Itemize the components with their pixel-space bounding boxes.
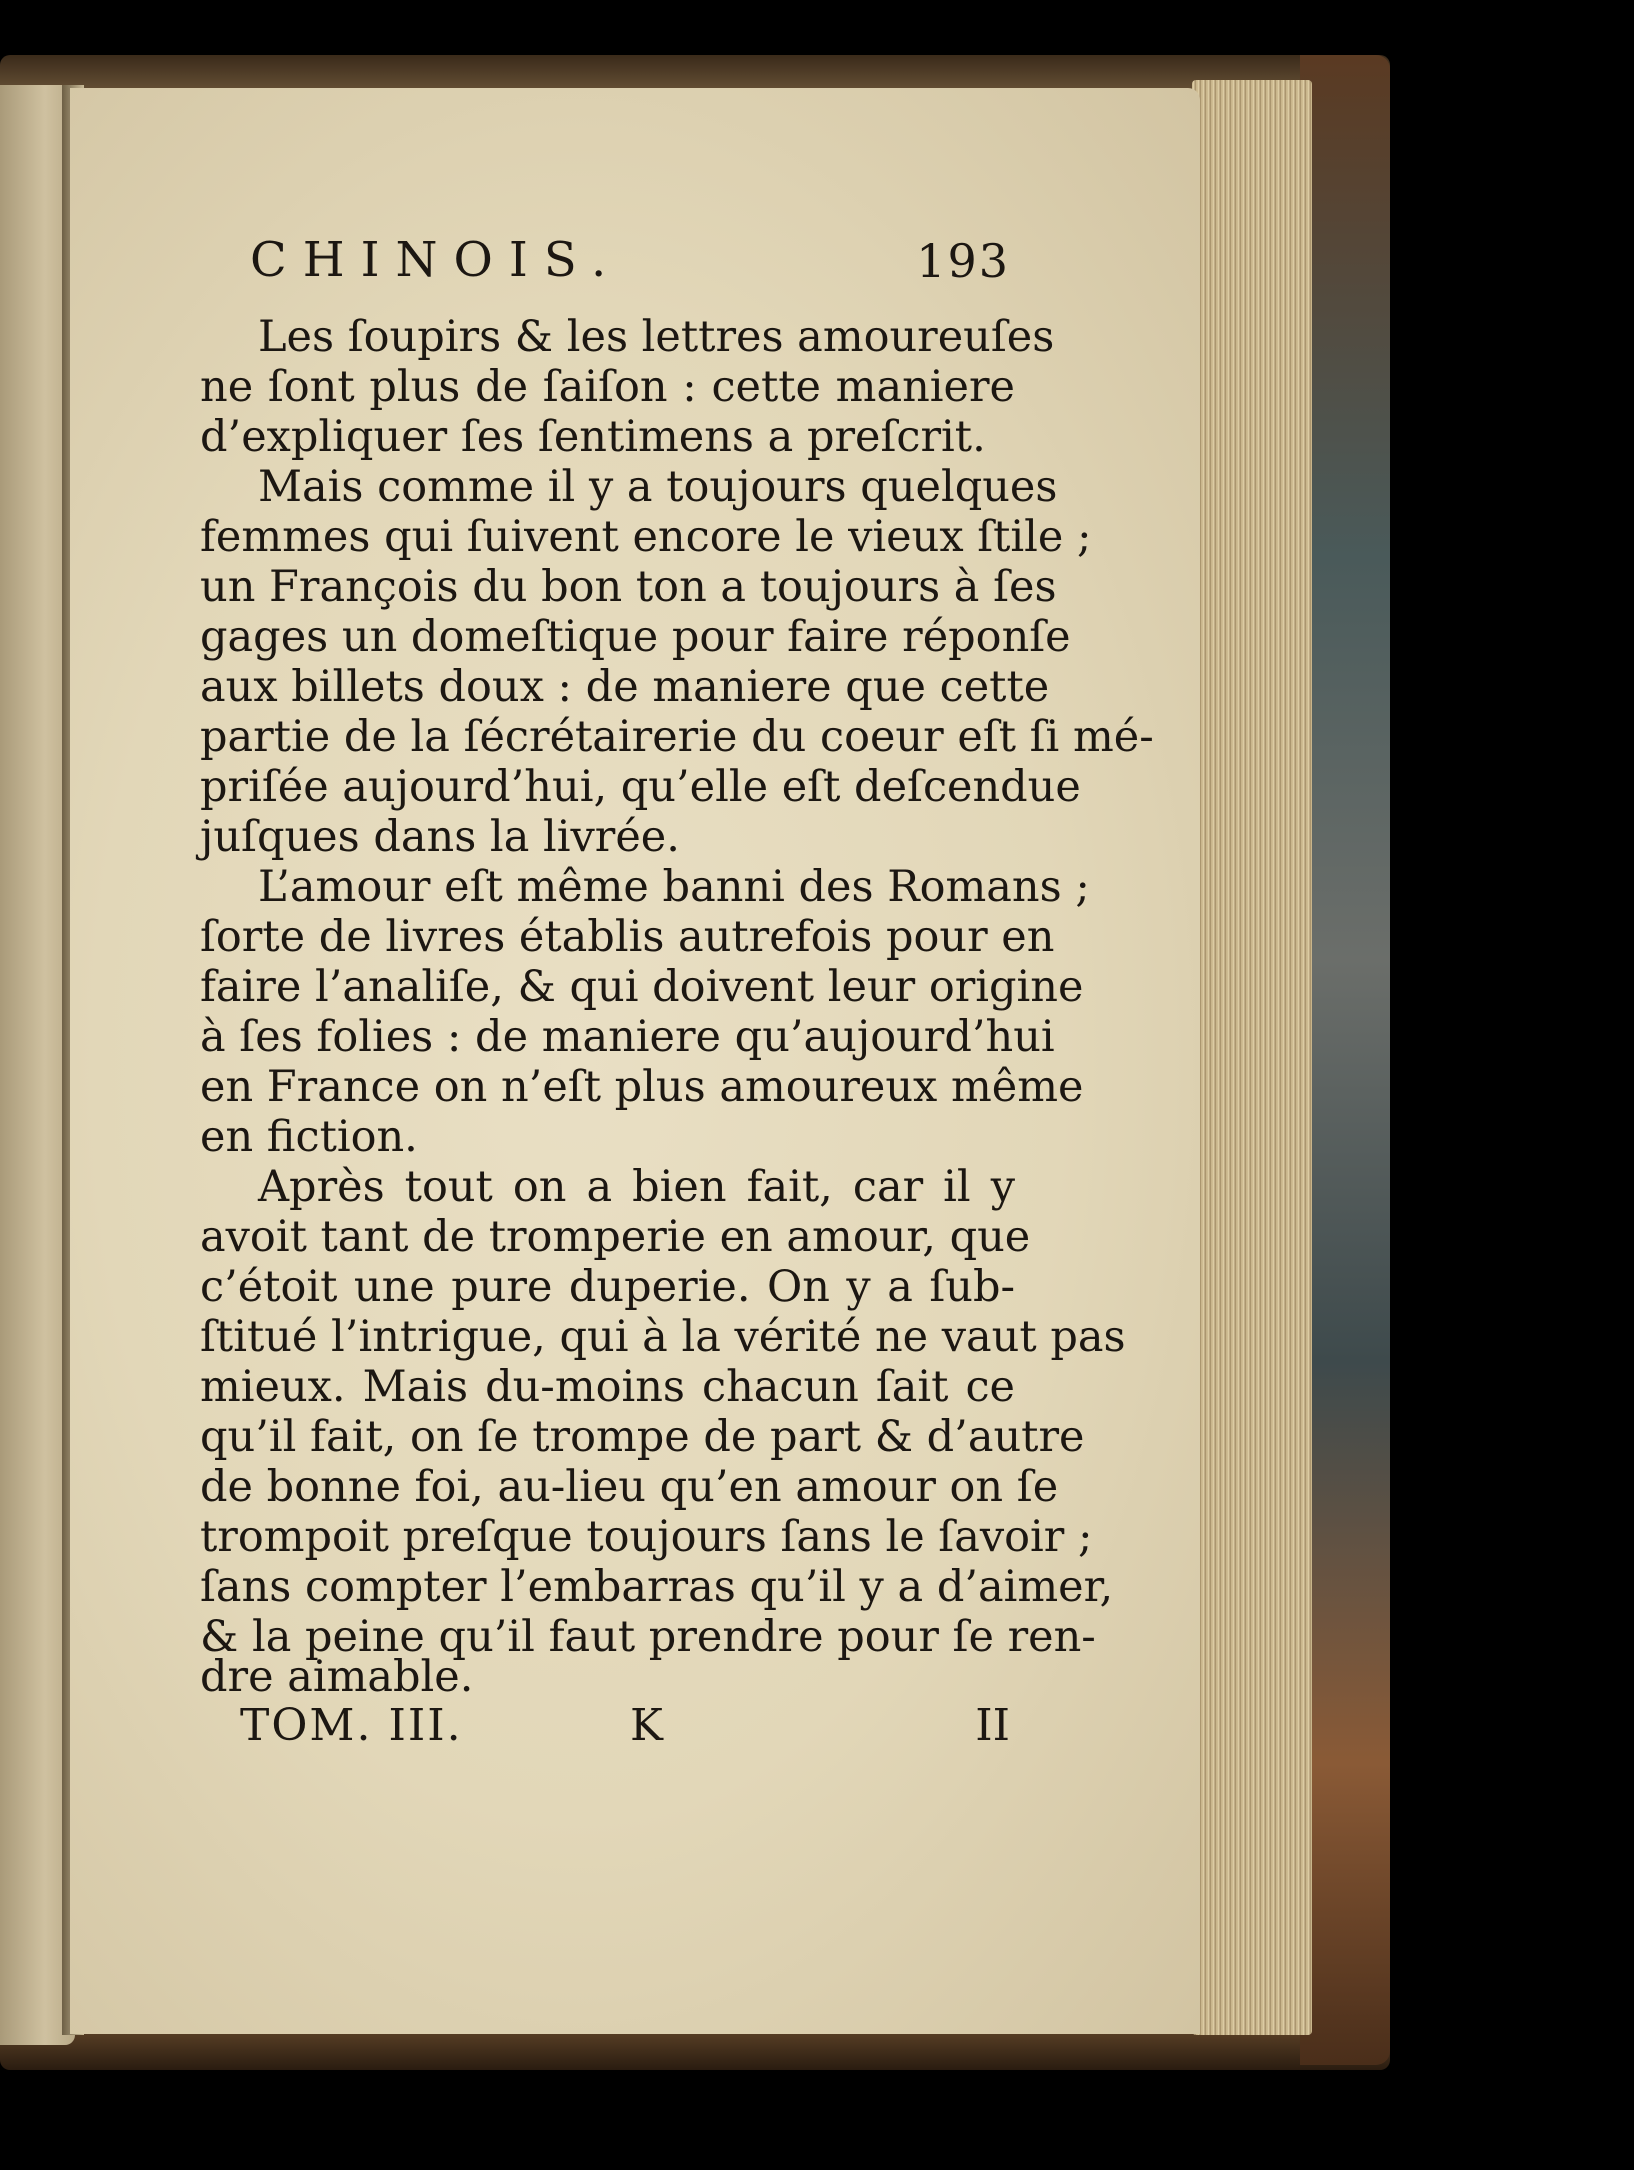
text-line: un François du bon ton a toujours à ſes bbox=[200, 562, 1057, 612]
text-line: ſans compter l’embarras qu’il y a d’aimer, bbox=[200, 1562, 1114, 1612]
text-line: qu’il fait, on ſe trompe de part & d’autre bbox=[200, 1412, 1085, 1462]
text-line: faire l’analiſe, & qui doivent leur origine bbox=[200, 962, 1084, 1012]
text-line: L’amour eſt même banni des Romans ; bbox=[258, 862, 1090, 912]
text-line: femmes qui ſuivent encore le vieux ſtile ; bbox=[200, 512, 1092, 562]
signature-mark: K bbox=[630, 1700, 663, 1751]
running-head bbox=[250, 232, 1010, 292]
text-line: de bonne foi, au-lieu qu’en amour on ſe bbox=[200, 1462, 1059, 1512]
text-line: Les ſoupirs & les lettres amoureuſes bbox=[258, 312, 1055, 362]
text-line: mieux. Mais du-moins chacun ſait ce bbox=[200, 1362, 1015, 1412]
text-line: gages un domeſtique pour faire réponſe bbox=[200, 612, 1071, 662]
page-footer bbox=[240, 1700, 1010, 1760]
text-line: avoit tant de tromperie en amour, que bbox=[200, 1212, 1031, 1262]
text-line: & la peine qu’il faut prendre pour ſe ren- bbox=[200, 1612, 1096, 1662]
text-line: ſtitué l’intrigue, qui à la vérité ne vaut pas bbox=[200, 1312, 1126, 1362]
leaf-number: II bbox=[975, 1700, 1010, 1751]
text-line: priſée aujourd’hui, qu’elle eſt deſcendue bbox=[200, 762, 1081, 812]
text-line: d’expliquer ſes ſentimens a preſcrit. bbox=[200, 412, 986, 462]
text-line: Mais comme il y a toujours quelques bbox=[258, 462, 1058, 512]
text-line: à ſes folies : de maniere qu’aujourd’hui bbox=[200, 1012, 1055, 1062]
text-line: c’étoit une pure duperie. On y a ſub- bbox=[200, 1262, 1015, 1312]
text-line: aux billets doux : de maniere que cette bbox=[200, 662, 1050, 712]
text-line: trompoit preſque toujours ſans le ſavoir ; bbox=[200, 1512, 1093, 1562]
text-line: ne ſont plus de ſaiſon : cette maniere bbox=[200, 362, 1015, 412]
text-line: juſques dans la livrée. bbox=[200, 812, 680, 862]
page-number: 193 bbox=[916, 234, 1010, 288]
text-line: ſorte de livres établis autrefois pour en bbox=[200, 912, 1055, 962]
volume-label: TOM. III. bbox=[240, 1700, 463, 1751]
text-line: dre aimable. bbox=[200, 1652, 474, 1702]
text-line: en fiction. bbox=[200, 1112, 418, 1162]
text-line: Après tout on a bien fait, car il y bbox=[258, 1162, 1015, 1212]
running-title: CHINOIS. bbox=[250, 232, 623, 288]
text-line: partie de la ſécrétairerie du coeur eſt ſi mé- bbox=[200, 712, 1154, 762]
text-line: en France on n’eſt plus amoureux même bbox=[200, 1062, 1084, 1112]
